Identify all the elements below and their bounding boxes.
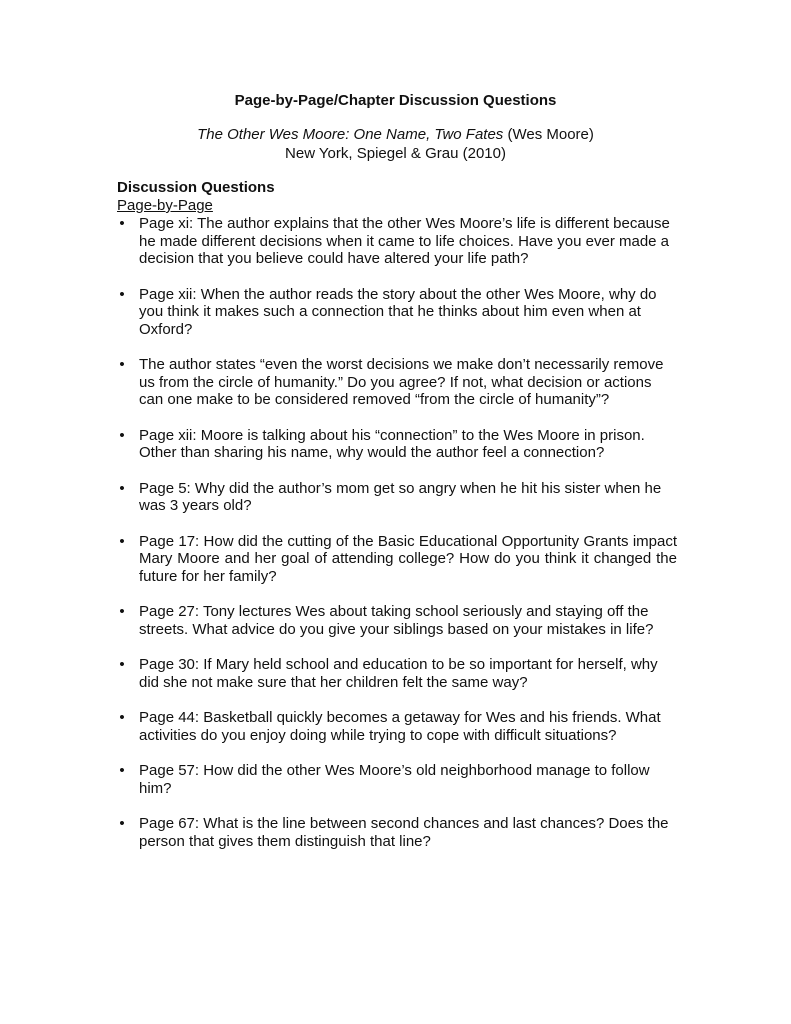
list-item (117, 815, 677, 850)
list-item (117, 427, 677, 462)
book-author: (Wes Moore) (507, 126, 594, 143)
bullet-icon: • (119, 709, 125, 726)
list-item (117, 656, 677, 691)
bullet-icon: • (119, 815, 125, 832)
book-citation (0, 126, 791, 143)
bullet-icon: • (119, 603, 125, 620)
question-text: Page xii: Moore is talking about his “connection” to the Wes Moore in prison. Other than sharing his name, why would the author feel a connection? (139, 426, 645, 461)
bullet-icon: • (119, 285, 125, 303)
list-item (117, 356, 677, 409)
question-text: Page 27: Tony lectures Wes about taking school seriously and staying off the streets. What advice do you give your siblings based on your mistakes in life? (139, 603, 654, 638)
bullet-icon: • (119, 762, 125, 779)
question-text: Page 44: Basketball quickly becomes a getaway for Wes and his friends. What activities do you enjoy doing while trying to cope with difficult situations? (139, 709, 661, 744)
bullet-icon: • (119, 215, 125, 232)
sub-heading: Page-by-Page (117, 197, 213, 214)
question-text: Page 5: Why did the author’s mom get so angry when he hit his sister when he was 3 years old? (139, 479, 662, 514)
book-title: The Other Wes Moore: One Name, Two Fates (197, 126, 504, 143)
bullet-icon: • (119, 426, 125, 444)
question-text: Page xii: When the author reads the story about the other Wes Moore, why do you think it makes such a connection that he thinks about him even when at Oxford? (139, 285, 657, 338)
question-text: Page xi: The author explains that the other Wes Moore’s life is different because he made different decisions when it came to life choices. Have you ever made a decision that you believe could have altered your life path? (139, 215, 670, 267)
bullet-icon: • (119, 356, 125, 373)
question-text: The author states “even the worst decisions we make don’t necessarily remove us from the circle of humanity.” Do you agree? If not, what decision or actions can one make to be considered removed “from the circle of humanity”? (139, 356, 664, 408)
list-item (117, 286, 677, 339)
question-text: Page 30: If Mary held school and education to be so important for herself, why did she not make sure that her children felt the same way? (139, 656, 658, 691)
page-title: Page-by-Page/Chapter Discussion Questions (234, 92, 557, 109)
list-item (117, 709, 677, 744)
question-text: Page 57: How did the other Wes Moore’s old neighborhood manage to follow him? (139, 762, 650, 797)
bullet-icon: • (119, 479, 125, 497)
question-text: Page 17: How did the cutting of the Basic Educational Opportunity Grants impact Mary Moore and her goal of attending college? How do you think it changed the future for her family? (139, 532, 677, 585)
list-item (117, 215, 677, 268)
list-item (117, 533, 677, 586)
publication-info: New York, Spiegel & Grau (2010) (285, 145, 506, 162)
list-item (117, 762, 677, 797)
bullet-icon: • (119, 656, 125, 673)
list-item (117, 603, 677, 638)
question-text: Page 67: What is the line between second chances and last chances? Does the person that gives them distinguish that line? (139, 815, 669, 850)
question-list (117, 215, 677, 868)
bullet-icon: • (119, 532, 125, 550)
section-heading: Discussion Questions (117, 179, 275, 196)
list-item (117, 480, 677, 515)
